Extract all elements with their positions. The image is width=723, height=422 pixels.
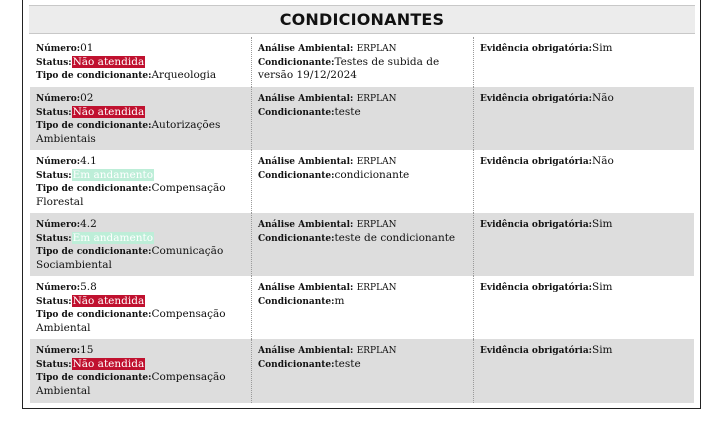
numero-value: 15 — [80, 344, 94, 356]
analise-value: ERPLAN — [356, 44, 397, 54]
tipo-label: Tipo de condicionante: — [36, 373, 152, 384]
analise-label: Análise Ambiental: — [258, 283, 354, 293]
analise-cell — [252, 150, 474, 213]
evidencia-cell — [474, 213, 694, 276]
analise-label: Análise Ambiental: — [258, 346, 354, 356]
condicionante-value: Testes de subida de versão 19/12/2024 — [258, 55, 440, 82]
numero-label: Número: — [36, 94, 81, 104]
numero-label: Número: — [36, 346, 81, 356]
evidencia-label: Evidência obrigatória: — [480, 94, 592, 104]
evidencia-value: Não — [592, 155, 614, 167]
numero-value: 4.1 — [80, 155, 97, 167]
status-badge: Não atendida — [72, 105, 145, 118]
analise-label: Análise Ambiental: — [258, 220, 354, 230]
tipo-value: Autorizações Ambientais — [36, 119, 221, 145]
identification-cell — [30, 276, 252, 339]
evidencia-cell — [474, 339, 694, 403]
condicionante-row — [30, 276, 694, 339]
status-label: Status: — [36, 57, 72, 68]
analise-cell — [252, 339, 474, 403]
evidencia-label: Evidência obrigatória: — [480, 157, 592, 167]
condicionante-value: teste — [334, 357, 361, 370]
numero-label: Número: — [36, 283, 81, 293]
analise-value: ERPLAN — [356, 346, 397, 356]
tipo-label: Tipo de condicionante: — [36, 71, 152, 82]
tipo-label: Tipo de condicionante: — [36, 247, 152, 258]
condicionante-label: Condicionante: — [258, 233, 335, 244]
condicionante-row — [30, 150, 694, 213]
evidencia-label: Evidência obrigatória: — [480, 283, 592, 293]
condicionante-row — [30, 87, 694, 150]
tipo-value: Comunicação Sociambiental — [36, 245, 224, 271]
evidencia-value: Sim — [592, 218, 613, 230]
section-header — [29, 5, 695, 34]
status-badge: Não atendida — [72, 357, 145, 370]
status-label: Status: — [36, 233, 72, 244]
tipo-value: Compensação Florestal — [36, 182, 226, 208]
identification-cell — [30, 87, 252, 150]
evidencia-label: Evidência obrigatória: — [480, 220, 592, 230]
status-label: Status: — [36, 359, 72, 370]
status-badge: Em andamento — [72, 168, 154, 181]
evidencia-cell — [474, 37, 694, 87]
condicionante-label: Condicionante: — [258, 170, 335, 181]
analise-value: ERPLAN — [356, 157, 397, 167]
condicionante-row — [30, 213, 694, 276]
evidencia-label: Evidência obrigatória: — [480, 346, 592, 356]
condicionante-value: condicionante — [334, 168, 410, 181]
condicionante-value: teste — [334, 105, 361, 118]
evidencia-cell — [474, 150, 694, 213]
tipo-label: Tipo de condicionante: — [36, 310, 152, 321]
analise-value: ERPLAN — [356, 94, 397, 104]
numero-label: Número: — [36, 157, 81, 167]
status-badge: Em andamento — [72, 231, 154, 244]
status-badge: Não atendida — [72, 55, 145, 68]
tipo-value: Arqueologia — [151, 69, 217, 82]
status-badge: Não atendida — [72, 294, 145, 307]
numero-value: 01 — [80, 42, 94, 54]
condicionante-label: Condicionante: — [258, 107, 335, 118]
evidencia-value: Sim — [592, 281, 613, 293]
numero-value: 4.2 — [80, 218, 97, 230]
analise-cell — [252, 87, 474, 150]
condicionante-label: Condicionante: — [258, 57, 335, 68]
tipo-label: Tipo de condicionante: — [36, 184, 152, 195]
numero-label: Número: — [36, 220, 81, 230]
tipo-value: Compensação Ambiental — [36, 371, 226, 397]
condicionante-row — [30, 339, 694, 403]
analise-value: ERPLAN — [356, 220, 397, 230]
condicionante-label: Condicionante: — [258, 359, 335, 370]
condicionante-row — [30, 37, 694, 87]
tipo-label: Tipo de condicionante: — [36, 121, 152, 132]
status-label: Status: — [36, 170, 72, 181]
identification-cell — [30, 213, 252, 276]
status-label: Status: — [36, 107, 72, 118]
condicionante-value: teste de condicionante — [334, 231, 456, 244]
identification-cell — [30, 37, 252, 87]
section-title: CONDICIONANTES — [279, 10, 445, 29]
evidencia-value: Sim — [592, 42, 613, 54]
document-sheet — [22, 0, 701, 409]
analise-cell — [252, 276, 474, 339]
numero-value: 5.8 — [80, 281, 97, 293]
evidencia-cell — [474, 87, 694, 150]
analise-label: Análise Ambiental: — [258, 44, 354, 54]
numero-value: 02 — [80, 92, 94, 104]
tipo-value: Compensação Ambiental — [36, 308, 226, 334]
analise-cell — [252, 37, 474, 87]
evidencia-label: Evidência obrigatória: — [480, 44, 592, 54]
identification-cell — [30, 150, 252, 213]
condicionante-value: m — [334, 294, 345, 307]
evidencia-value: Sim — [592, 344, 613, 356]
analise-cell — [252, 213, 474, 276]
status-label: Status: — [36, 296, 72, 307]
numero-label: Número: — [36, 44, 81, 54]
identification-cell — [30, 339, 252, 403]
condicionante-label: Condicionante: — [258, 296, 335, 307]
evidencia-value: Não — [592, 92, 614, 104]
analise-label: Análise Ambiental: — [258, 157, 354, 167]
evidencia-cell — [474, 276, 694, 339]
analise-label: Análise Ambiental: — [258, 94, 354, 104]
analise-value: ERPLAN — [356, 283, 397, 293]
